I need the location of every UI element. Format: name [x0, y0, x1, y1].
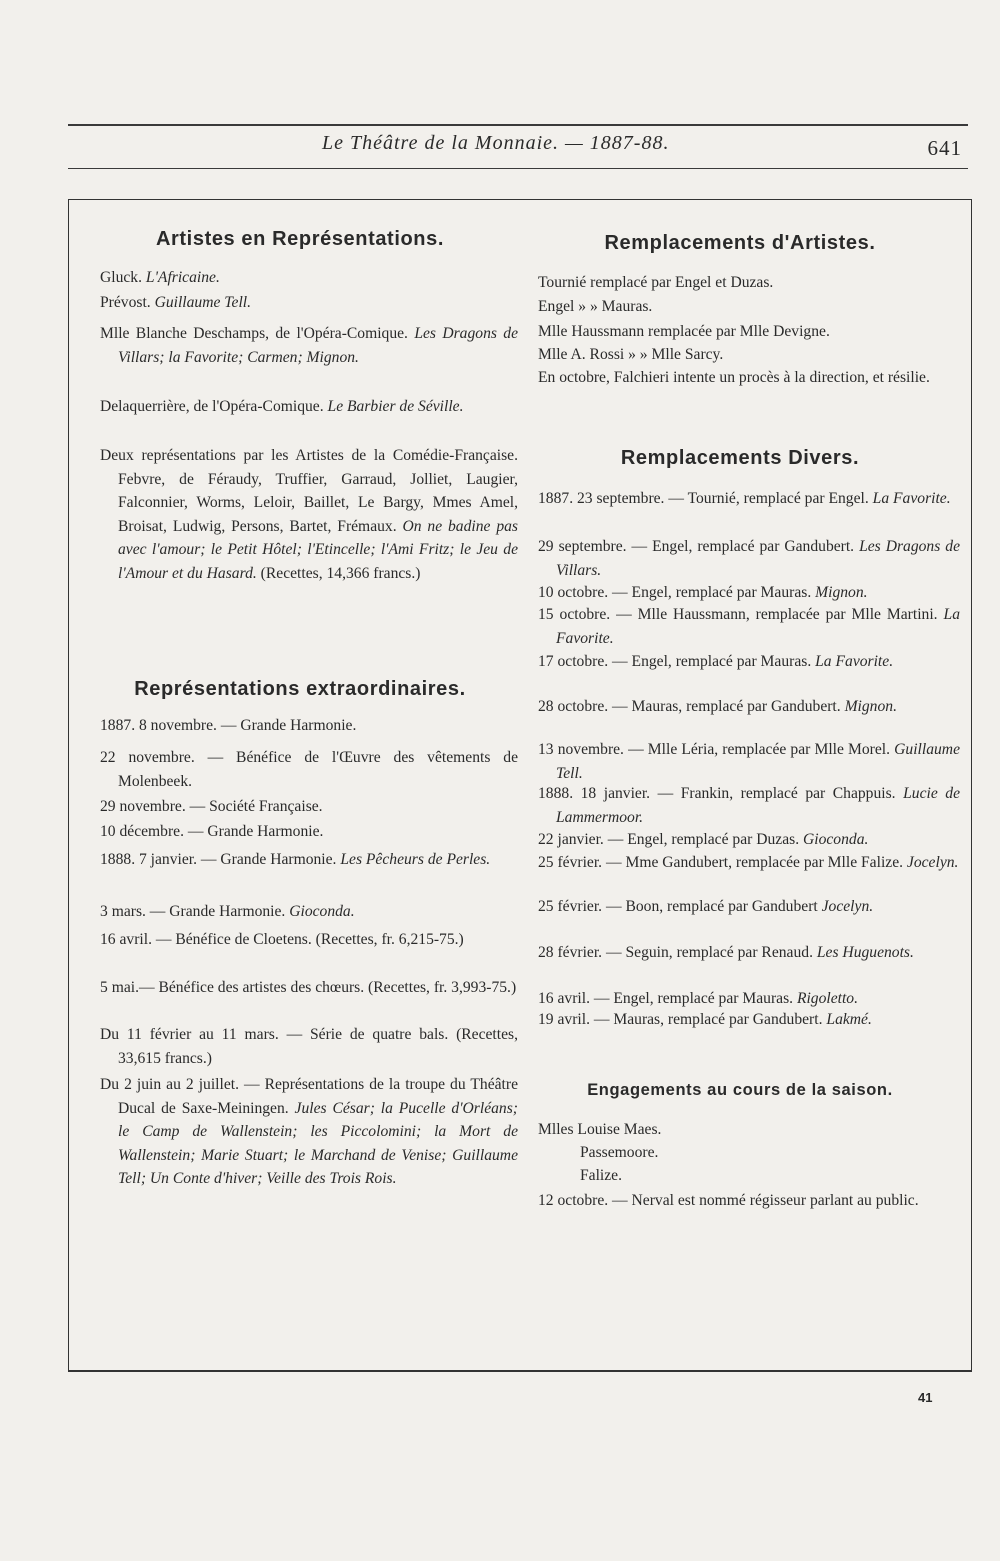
item-plain: Gluck. [100, 269, 146, 286]
engagements-title: Engagements au cours de la saison. [587, 1081, 893, 1099]
item-text: Mlle A. Rossi » » Mlle Sarcy. [538, 346, 724, 363]
item-plain: Mlle Blanche Deschamps, de l'Opéra-Comique. [100, 325, 415, 342]
list-item [538, 987, 960, 1011]
item-plain: 1887. 23 septembre. — Tournié, remplacé par Engel. [538, 490, 873, 507]
artistes-title: Artistes en Représentations. [156, 228, 444, 250]
item-italic: On ne badine pas avec l'amour; le Petit Hôtel; l'Etincelle; l'Ami Fritz; le Jeu de l'Amour et du Hasard. [118, 517, 518, 582]
item-plain: 1887. 8 novembre. — Grande Harmonie. [100, 717, 357, 734]
item-italic: Mignon. [844, 698, 897, 715]
item-italic: Lakmé. [826, 1011, 872, 1028]
list-item [100, 976, 518, 1000]
item-italic: Les Dragons de Villars; la Favorite; Carmen; Mignon. [118, 325, 519, 366]
item-italic: Mignon. [815, 584, 868, 601]
item-plain: 13 novembre. — Mlle Léria, remplacée par Mlle Morel. [538, 741, 895, 758]
item-italic: Jules César; la Pucelle d'Orléans; le Camp de Wallenstein; les Piccolomini; la Mort de Wallenstein; Marie Stuart; le Marchand de Venise; Guillaume Tell; Un Conte d'hiver; Veille des Trois Rois. [118, 1099, 518, 1187]
item-plain: 3 mars. — Grande Harmonie. [100, 903, 290, 920]
list-item [538, 895, 960, 919]
list-item [100, 795, 518, 819]
item-plain: 10 décembre. — Grande Harmonie. [100, 823, 324, 840]
item-text: Mlle Haussmann remplacée par Mlle Devigne. [538, 323, 830, 340]
list-item [538, 535, 960, 582]
rempl-divers-title: Remplacements Divers. [620, 447, 860, 469]
list-item [538, 1189, 960, 1213]
list-item [538, 650, 960, 674]
list-item [580, 1164, 960, 1188]
list-item [538, 851, 960, 875]
item-italic: Lucie de Lammermoor. [556, 785, 961, 826]
item-plain: 10 octobre. — Engel, remplacé par Mauras. [538, 584, 816, 601]
list-item [538, 271, 960, 295]
item-plain: 5 mai.— Bénéfice des artistes des chœurs. (Recettes, fr. 3,993-75.) [100, 979, 517, 996]
list-item [100, 266, 518, 290]
item-italic: Jocelyn. [821, 898, 874, 915]
item-plain: 28 février. — Seguin, remplacé par Renaud. [538, 944, 817, 961]
list-item [538, 320, 960, 344]
list-item [100, 1073, 518, 1191]
item-italic: La Favorite. [815, 653, 894, 670]
item-text: 12 octobre. — Nerval est nommé régisseur parlant au public. [538, 1192, 919, 1209]
item-plain: 22 novembre. — Bénéfice de l'Œuvre des vêtements de Molenbeek. [100, 749, 518, 790]
footer-signature: 41 [918, 1390, 933, 1405]
item-plain: 25 février. — Boon, remplacé par Gandubert [538, 898, 822, 915]
item-text: En octobre, Falchieri intente un procès à la direction, et résilie. [538, 369, 930, 386]
item-plain: Prévost. [100, 294, 155, 311]
item-plain: 15 octobre. — Mlle Haussmann, remplacée par Mlle Martini. [538, 606, 944, 623]
item-italic: Gioconda. [803, 831, 869, 848]
item-italic: Gioconda. [289, 903, 355, 920]
item-italic: Rigoletto. [796, 990, 859, 1007]
running-title: Le Théâtre de la Monnaie. — 1887-88. [322, 132, 670, 154]
header-rule-bottom [68, 168, 968, 169]
list-item [538, 343, 960, 367]
list-item [538, 603, 960, 650]
rempl-artistes-title: Remplacements d'Artistes. [604, 232, 876, 254]
list-item [538, 295, 960, 319]
item-plain: 22 janvier. — Engel, remplacé par Duzas. [538, 831, 803, 848]
item-plain: 17 octobre. — Engel, remplacé par Mauras. [538, 653, 816, 670]
item-plain: Deux représentations par les Artistes de la Comédie-Française. Febvre, de Féraudy, Truffier, Garraud, Jolliet, Laugier, Falconnier, Worms, Leloir, Baillet, Le Bargy, Mmes Amel, Broisat, Ludwig, Persons, Bartet, Frémaux. [100, 447, 518, 535]
item-italic: Les Dragons de Villars. [556, 538, 960, 579]
item-text: Falize. [580, 1167, 622, 1184]
item-plain: 29 novembre. — Société Française. [100, 798, 323, 815]
item-plain: Du 11 février au 11 mars. — Série de quatre bals. (Recettes, 33,615 francs.) [100, 1026, 518, 1067]
list-item [538, 581, 960, 605]
list-item [100, 746, 518, 793]
item-italic: La Favorite. [556, 606, 960, 647]
item-italic: Le Barbier de Séville. [327, 398, 464, 415]
list-item [538, 828, 960, 852]
page-number: 641 [927, 136, 962, 160]
item-italic: Les Pêcheurs de Perles. [340, 851, 491, 868]
item-text: Engel » » Mauras. [538, 298, 653, 315]
list-item [538, 695, 960, 719]
item-plain: 28 octobre. — Mauras, remplacé par Gandubert. [538, 698, 845, 715]
list-item [100, 322, 518, 369]
list-item [100, 1023, 518, 1070]
list-item [580, 1141, 960, 1165]
item-plain: Du 2 juin au 2 juillet. — Représentations de la troupe du Théâtre Ducal de Saxe-Meiningen. [100, 1076, 518, 1117]
item-plain: 1888. 18 janvier. — Frankin, remplacé par Chappuis. [538, 785, 904, 802]
list-item [100, 291, 518, 315]
list-item [100, 395, 518, 419]
item-text: Mlles Louise Maes. [538, 1121, 662, 1138]
list-item [538, 487, 960, 511]
list-item [100, 714, 518, 738]
list-item [538, 1118, 960, 1142]
list-item [538, 782, 960, 829]
item-italic: La Favorite. [872, 490, 951, 507]
list-item [100, 820, 518, 844]
item-plain: Delaquerrière, de l'Opéra-Comique. [100, 398, 328, 415]
list-item [100, 444, 518, 585]
list-item [538, 366, 960, 390]
item-italic: Les Huguenots. [816, 944, 914, 961]
item-plain: 16 avril. — Bénéfice de Cloetens. (Recettes, fr. 6,215-75.) [100, 931, 464, 948]
item-italic: Guillaume Tell. [556, 741, 960, 782]
list-item [100, 900, 518, 924]
list-item [100, 848, 518, 872]
item-italic: L'Africaine. [145, 269, 220, 286]
item-italic: Jocelyn. [906, 854, 959, 871]
item-plain: 16 avril. — Engel, remplacé par Mauras. [538, 990, 797, 1007]
item-italic: Guillaume Tell. [154, 294, 252, 311]
extra-title: Représentations extraordinaires. [134, 678, 466, 700]
running-head [68, 130, 968, 166]
header-rule-top [68, 124, 968, 126]
list-item [538, 941, 960, 965]
list-item [100, 928, 518, 952]
item-text: Passemoore. [580, 1144, 659, 1161]
list-item [538, 1008, 960, 1032]
item-tail: (Recettes, 14,366 francs.) [256, 564, 421, 582]
item-text: Tournié remplacé par Engel et Duzas. [538, 274, 774, 291]
item-plain: 25 février. — Mme Gandubert, remplacée par Mlle Falize. [538, 854, 907, 871]
item-plain: 29 septembre. — Engel, remplacé par Gandubert. [538, 538, 860, 555]
item-plain: 1888. 7 janvier. — Grande Harmonie. [100, 851, 341, 868]
item-plain: 19 avril. — Mauras, remplacé par Gandubert. [538, 1011, 827, 1028]
list-item [538, 738, 960, 785]
